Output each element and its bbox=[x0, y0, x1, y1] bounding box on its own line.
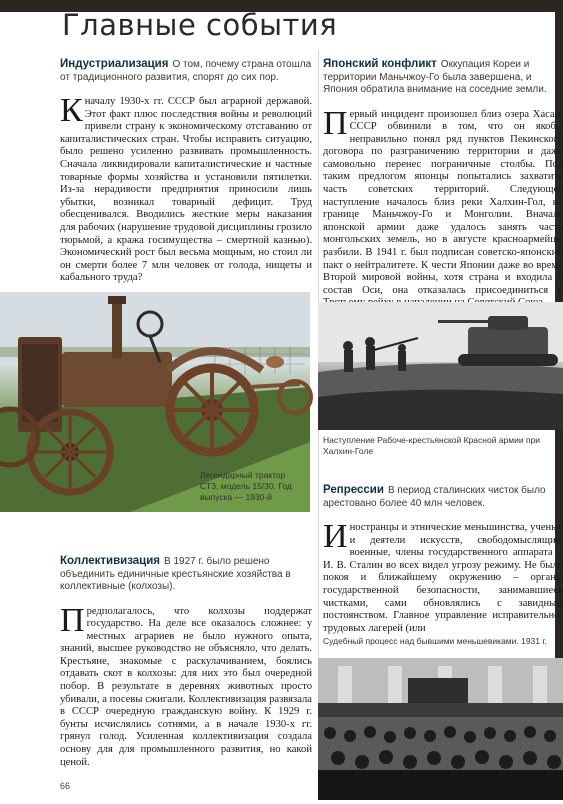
industrialization-text: началу 1930-х гг. СССР был аграрной державой. Этот факт плюс последствия войны и революций привели страну к экономическому отставанию от капиталистических стран. Чтобы исправить ситуацию, было решено усиленно развивать промышленность. Сначала ликвидировали капиталистические и частные товарные формы хозяйства и установили пятилетки. Из-за нерадивости предприятия приносили лишь убытки, возникал товарный дефицит. Труд обесценивался. Вводились жесткие меры наказания для рабочих (нарушение трудовой дисциплины грозило тюрьмой, а кража госимущества – смертной казнью). Экономический рост был весьма мощным, но стоил ли он смерти более 7 млн человек от голода, нищеты и кабального труда? bbox=[60, 96, 312, 284]
industrialization-section bbox=[60, 58, 312, 290]
collectivization-heading: Коллективизация bbox=[60, 555, 161, 567]
repressions-header bbox=[323, 484, 563, 510]
industrialization-lead: О том, почему страна отошла от традиционного развития, спорят до сих пор. bbox=[60, 59, 312, 83]
repressions-lead: В период сталинских чисток было арестовано более 40 млн человек. bbox=[323, 485, 546, 509]
page-number: 66 bbox=[60, 781, 71, 791]
japan-text: ервый инцидент произошел близ озера Хасан. СССР обвинили в том, что он якобы неправильно понял ряд пунктов Пекинского договора по разграничению территории и даже самовольно перенес пограничные столбы. Под таким предлогом японцы попытались захватить часть советских территорий. Следующее наступление началось близ реки Халхин-Гол, на границе Маньчжоу-Го и Монголии. Вначале японской армии даже удалось занять часть монгольских земель, но в августе красноармейцы разбили. В 1941 г. был подписан советско-японский пакт о нейтралитете. К чести Японии даже во время Второй мировой войны, хотя страна и входила в состав Оси, она отказалась присоединиться к bbox=[323, 108, 563, 296]
japan-lead: Оккупация Кореи и территории Маньчжоу-Го была завершена, и Япония обратила внимание на соседние земли. bbox=[323, 59, 547, 95]
japan-dropcap: П bbox=[323, 104, 348, 142]
collectivization-lead: В 1927 г. было решено объединить единичные крестьянские хозяйства в коллективные (колхозы). bbox=[60, 556, 291, 592]
battle-caption: Наступление Рабоче-крестьянской Красной армии при Халхин-Голе bbox=[323, 435, 541, 456]
court-caption: Судебный процесс над бывшими меньшевиками. 1931 г. bbox=[323, 636, 547, 646]
japan-section bbox=[323, 58, 563, 298]
repressions-heading: Репрессии bbox=[323, 484, 384, 496]
repressions-dropcap: И bbox=[323, 518, 348, 555]
battle-illustration bbox=[318, 302, 563, 430]
repressions-text: ностранцы и этнические меньшинства, ученые и деятели искусств, свободомыслящие, военные, члены государственного аппарата – И. В. Сталин во всех видел угрозу режиму. Не было покоя и ближайшему окружению – органы государственной безопасности, занимавшиеся чистками, сами обновлялись с завидным постоянством. Главное управление исправительно-трудовых лагерей (или bbox=[323, 522, 563, 634]
japan-heading: Японский конфликт bbox=[323, 58, 437, 70]
tractor-photo bbox=[0, 292, 310, 512]
court-photo bbox=[318, 658, 563, 800]
page-title: Главные события bbox=[62, 8, 338, 42]
industrialization-header bbox=[60, 58, 312, 84]
repressions-body bbox=[323, 518, 563, 635]
japan-body bbox=[323, 104, 563, 311]
industrialization-body bbox=[60, 92, 312, 285]
collectivization-dropcap: П bbox=[60, 601, 85, 639]
collectivization-header bbox=[60, 555, 312, 594]
collectivization-body bbox=[60, 601, 312, 770]
battle-photo bbox=[318, 302, 563, 430]
collectivization-section bbox=[60, 555, 312, 780]
industrialization-heading: Индустриализация bbox=[60, 58, 169, 70]
industrialization-dropcap: К bbox=[60, 92, 83, 129]
repressions-section bbox=[323, 484, 563, 634]
japan-header bbox=[323, 58, 563, 97]
tractor-caption: Легендарный трактор СТЗ, модель 15/30. Год выпуска — 1930-й bbox=[200, 470, 292, 502]
court-illustration bbox=[318, 658, 563, 800]
collectivization-text: редполагалось, что колхозы поддержат государство. На деле все оказалось сложнее: у местных аграриев не было нужного опыта, знаний, высшее руководство не объясняло, что делать. Крестьяне, знакомые с раскулачиванием, боялись отдавать скот в колхозы: для них это был очередной побор. В результате в деревнях животных просто убивали, а посевы сжигали. Коллективизация развязала в СССР очередную гражданскую войну. К 1929 г. бунты исчислялись сотнями, а в начале 1930-х гг. грянул голод. Усиленная коллективизация создала основу для для промышленного развития, но какой ценой. bbox=[60, 605, 312, 768]
